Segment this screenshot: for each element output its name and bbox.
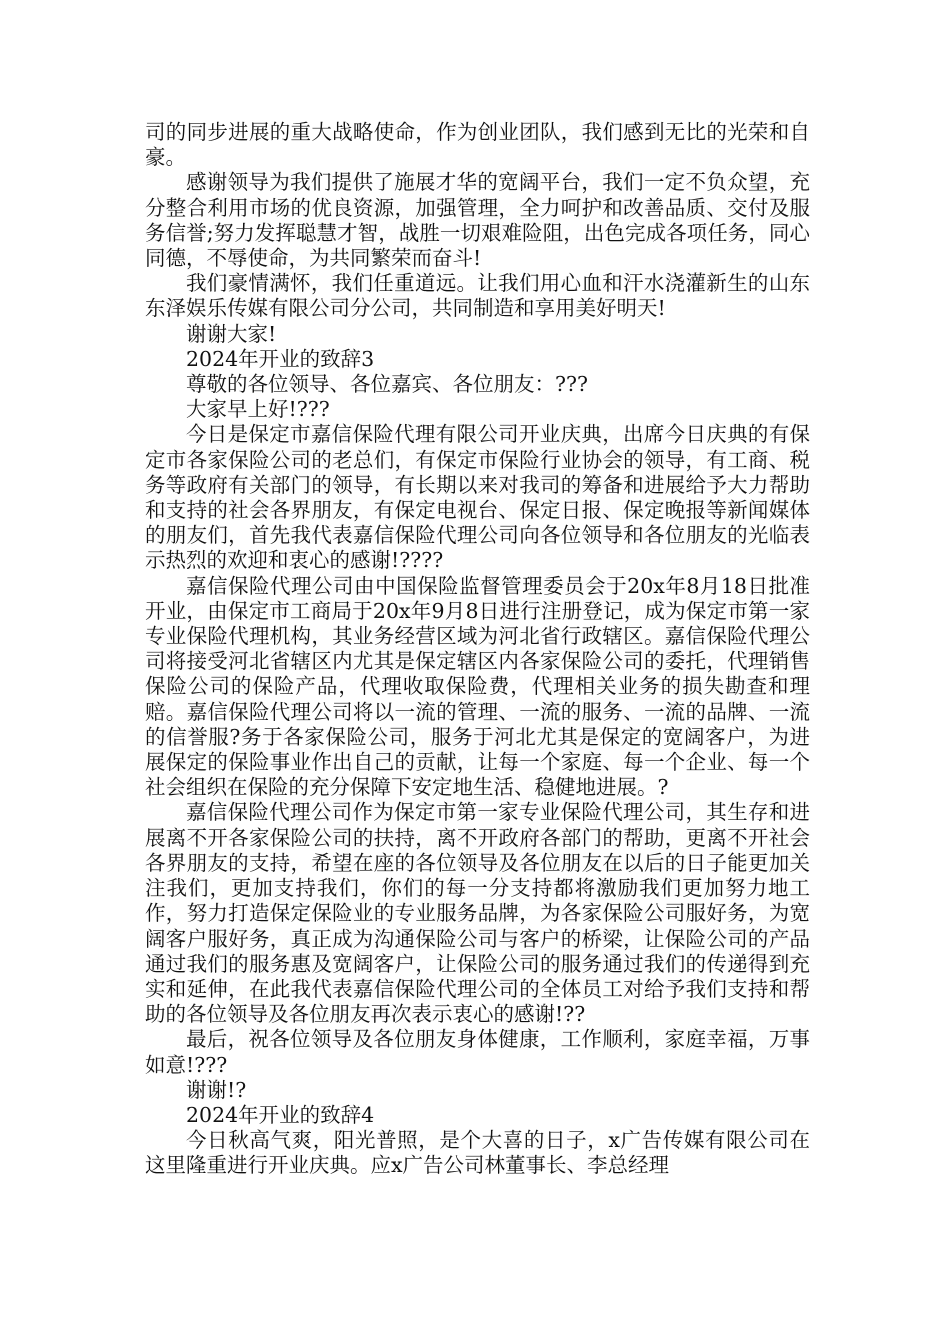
paragraph-10: 嘉信保险代理公司作为保定市第一家专业保险代理公司，其生存和进展离不开各家保险公司的扶持，离不开政府各部门的帮助，更离不开社会各界朋友的支持，希望在座的各位领导及各位朋友在以后的日子能更加关注我们，更加支持我们，你们的每一分支持都将激励我们更加努力地工作，努力打造保定保险业的专业服务品牌，为各家保险公司服好务，为宽阔客户服好务，真正成为沟通保险公司与客户的桥梁，让保险公司的产品通过我们的服务惠及宽阔客户，让保险公司的服务通过我们的传递得到充实和延伸，在此我代表嘉信保险代理公司的全体员工对给予我们支持和帮助的各位领导及各位朋友再次表示衷心的感谢!?? bbox=[145, 800, 810, 1027]
paragraph-2: 感谢领导为我们提供了施展才华的宽阔平台，我们一定不负众望，充分整合利用市场的优良资源，加强管理，全力呵护和改善品质、交付及服务信誉;努力发挥聪慧才智，战胜一切艰难险阻，出色完成各项任务，同心同德，不辱使命，为共同繁荣而奋斗! bbox=[145, 170, 810, 271]
paragraph-1: 司的同步进展的重大战略使命，作为创业团队，我们感到无比的光荣和自豪。 bbox=[145, 120, 810, 170]
closing-thanks: 谢谢!? bbox=[186, 1077, 247, 1102]
document-body bbox=[145, 120, 810, 1179]
paragraph-14: 今日秋高气爽，阳光普照，是个大喜的日子，x广告传媒有限公司在这里隆重进行开业庆典。应x广告公司林董事长、李总经理 bbox=[145, 1128, 810, 1178]
paragraph-3: 我们豪情满怀，我们任重道远。让我们用心血和汗水浇灌新生的山东东泽娱乐传媒有限公司分公司，共同制造和享用美好明天! bbox=[145, 271, 810, 321]
paragraph-8: 今日是保定市嘉信保险代理有限公司开业庆典，出席今日庆典的有保定市各家保险公司的老总们，有保定市保险行业协会的领导，有工商、税务等政府有关部门的领导，有长期以来对我司的筹备和进展给予大力帮助和支持的社会各界朋友，有保定电视台、保定日报、保定晚报等新闻媒体的朋友们，首先我代表嘉信保险代理公司向各位领导和各位朋友的光临表示热烈的欢迎和衷心的感谢!???? bbox=[145, 422, 810, 573]
paragraph-4: 谢谢大家! bbox=[186, 321, 277, 346]
paragraph-11: 最后，祝各位领导及各位朋友身体健康，工作顺利，家庭幸福，万事如意!??? bbox=[145, 1027, 810, 1077]
paragraph-9: 嘉信保险代理公司由中国保险监督管理委员会于20x年8月18日批准开业，由保定市工商局于20x年9月8日进行注册登记，成为保定市第一家专业保险代理机构，其业务经营区域为河北省行政辖区。嘉信保险代理公司将接受河北省辖区内尤其是保定辖区内各家保险公司的委托，代理销售保险公司的保险产品，代理收取保险费，代理相关业务的损失勘查和理赔。嘉信保险代理公司将以一流的管理、一流的服务、一流的品牌、一流的信誉服?务于各家保险公司，服务于河北尤其是保定的宽阔客户，为进展保定的保险事业作出自己的贡献，让每一个家庭、每一个企业、每一个社会组织在保险的充分保障下安定地生活、稳健地进展。? bbox=[145, 573, 810, 800]
section-heading-4: 2024年开业的致辞4 bbox=[186, 1102, 375, 1127]
greeting: 大家早上好!??? bbox=[186, 397, 330, 422]
salutation: 尊敬的各位领导、各位嘉宾、各位朋友：??? bbox=[186, 372, 588, 397]
section-heading-3: 2024年开业的致辞3 bbox=[186, 346, 375, 371]
